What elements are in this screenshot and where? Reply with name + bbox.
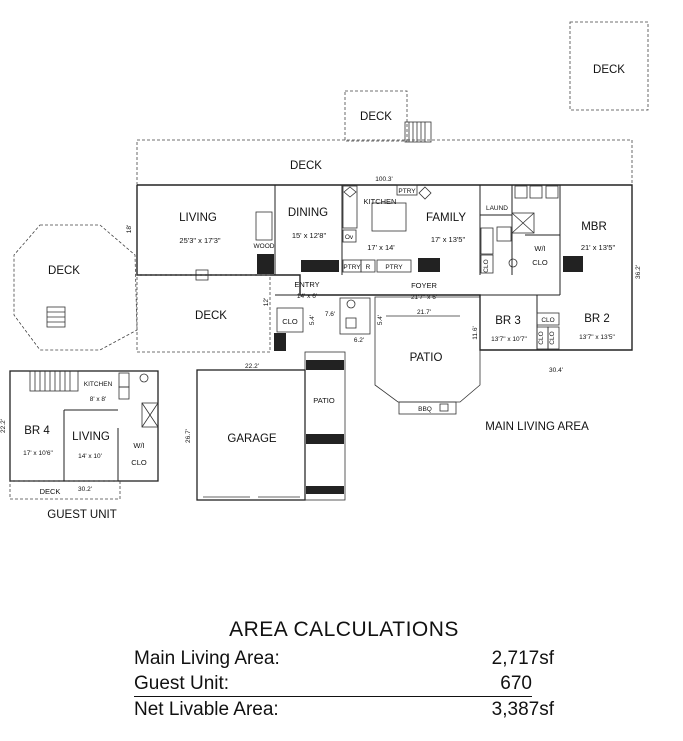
patio-strip-label: PATIO	[313, 396, 335, 405]
family-label: FAMILY	[425, 212, 467, 224]
ptry-bottom-right: PTRY	[385, 264, 403, 271]
deck-left-octagon	[14, 225, 137, 350]
laundry-label: LAUND	[485, 205, 509, 212]
living-size: 25'3" x 17'3"	[179, 236, 221, 245]
stairs-top-treads	[409, 122, 425, 142]
deck-middle-label: DECK	[195, 310, 227, 322]
deck-left-label: DECK	[48, 265, 80, 277]
ptry-top-label: PTRY	[398, 188, 416, 195]
clo-laund-label: CLO	[483, 259, 490, 273]
area-row-net	[134, 697, 554, 722]
dim-222-garage: 22.2'	[245, 363, 259, 370]
area-row-guest	[134, 671, 532, 697]
ptry-bottom-left: PTRY	[343, 264, 361, 271]
kitchen-window	[418, 258, 440, 272]
br2-label: BR 2	[584, 313, 610, 325]
guest-stairs	[30, 371, 78, 391]
deck-long-top-label: DECK	[290, 160, 322, 172]
mbr-wic-label: W/I	[534, 244, 546, 253]
mbr-size: 21' x 13'5"	[580, 243, 616, 252]
toilet-laund	[497, 227, 511, 241]
entry-size: 14' x 6'	[296, 293, 318, 300]
patio-label: PATIO	[409, 352, 443, 364]
area-row-guest-value: 670	[500, 673, 532, 694]
bath-tub	[481, 228, 493, 254]
guest-deck	[10, 481, 120, 499]
kitchen-diamond-2	[419, 187, 431, 199]
br3-size: 13'7" x 10'7"	[491, 336, 527, 343]
dim-62: 6.2'	[353, 337, 365, 344]
entry-label: ENTRY	[294, 280, 320, 289]
kitchen-counter-left	[343, 186, 357, 228]
area-title: AREA CALCULATIONS	[229, 618, 459, 641]
kitchen-size: 17' x 14'	[367, 243, 395, 252]
kitchen-label: KITCHEN	[363, 197, 397, 206]
area-row-main-value: 2,717sf	[491, 648, 554, 669]
garage-label: GARAGE	[227, 433, 277, 445]
br4-label: BR 4	[24, 425, 50, 437]
guest-wic-label-2: CLO	[131, 458, 147, 467]
entry-clo-label: CLO	[282, 317, 298, 326]
area-row-net-value: 3,387sf	[491, 699, 554, 720]
wood-label: WOOD	[253, 243, 275, 250]
guest-deck-label: DECK	[39, 487, 61, 496]
guest-living-size: 14' x 10'	[78, 453, 102, 460]
dim-116: 11.6'	[472, 326, 479, 340]
main-living-area-label: MAIN LIVING AREA	[485, 421, 589, 433]
foyer-size: 21'7" x 6'	[410, 294, 438, 301]
mbr-wic-label-2: CLO	[532, 258, 548, 267]
area-row-main	[134, 646, 554, 671]
br3-label: BR 3	[495, 315, 521, 327]
living-window	[257, 254, 274, 274]
dim-76: 7.6'	[324, 311, 336, 318]
dim-36: 36.2'	[635, 265, 642, 279]
dining-window	[301, 260, 339, 272]
oven-label: Ov	[344, 234, 354, 241]
dining-label: DINING	[287, 207, 329, 219]
dim-54b: 5.4'	[377, 314, 384, 326]
refrigerator-label: R	[365, 264, 371, 271]
area-calculations	[134, 618, 554, 722]
guest-kitchen-label: KITCHEN	[83, 381, 113, 388]
living-label: LIVING	[179, 212, 217, 224]
area-row-net-label: Net Livable Area:	[134, 699, 279, 720]
guest-unit-label: GUEST UNIT	[47, 509, 117, 521]
dim-54a: 5.4'	[309, 314, 316, 326]
patio-strip	[305, 352, 345, 500]
guest-living-label: LIVING	[72, 431, 110, 443]
guest-wic-label: W/I	[133, 441, 145, 450]
deck-top-right-label: DECK	[593, 64, 625, 76]
foyer-label: FOYER	[411, 281, 437, 290]
kitchen-sink-diamond	[344, 187, 356, 197]
bbq-label: BBQ	[418, 406, 432, 413]
br-clo-a: CLO	[538, 331, 545, 345]
deck-top-center-label: DECK	[360, 111, 392, 123]
dim-18: 18'	[126, 224, 133, 234]
dim-100: 100.3'	[375, 176, 393, 183]
mbr-label: MBR	[581, 221, 607, 233]
fireplace	[256, 212, 272, 240]
dim-12: 12'	[263, 297, 270, 307]
dim-302: 30.2'	[78, 486, 92, 493]
sink-laund	[509, 259, 517, 267]
br-clo-b: CLO	[549, 331, 556, 345]
guest-kitchen-size: 8' x 8'	[89, 396, 107, 403]
dim-304: 30.4'	[549, 367, 563, 374]
area-row-guest-label: Guest Unit:	[134, 673, 230, 694]
kitchen-island	[372, 203, 406, 231]
dim-217: 21.7'	[417, 309, 431, 316]
dim-222-guest: 22.2'	[0, 419, 7, 433]
br2-size: 13'7" x 13'5"	[579, 334, 615, 341]
family-size: 17' x 13'5"	[430, 235, 466, 244]
br-clo-top-label: CLO	[541, 317, 555, 324]
entry-door-mark	[274, 333, 286, 351]
dining-size: 15' x 12'8"	[291, 231, 327, 240]
br4-size: 17' x 10'6"	[23, 450, 53, 457]
area-row-main-label: Main Living Area:	[134, 648, 280, 669]
mbr-window	[563, 256, 583, 272]
dim-267: 26.7'	[185, 429, 192, 443]
